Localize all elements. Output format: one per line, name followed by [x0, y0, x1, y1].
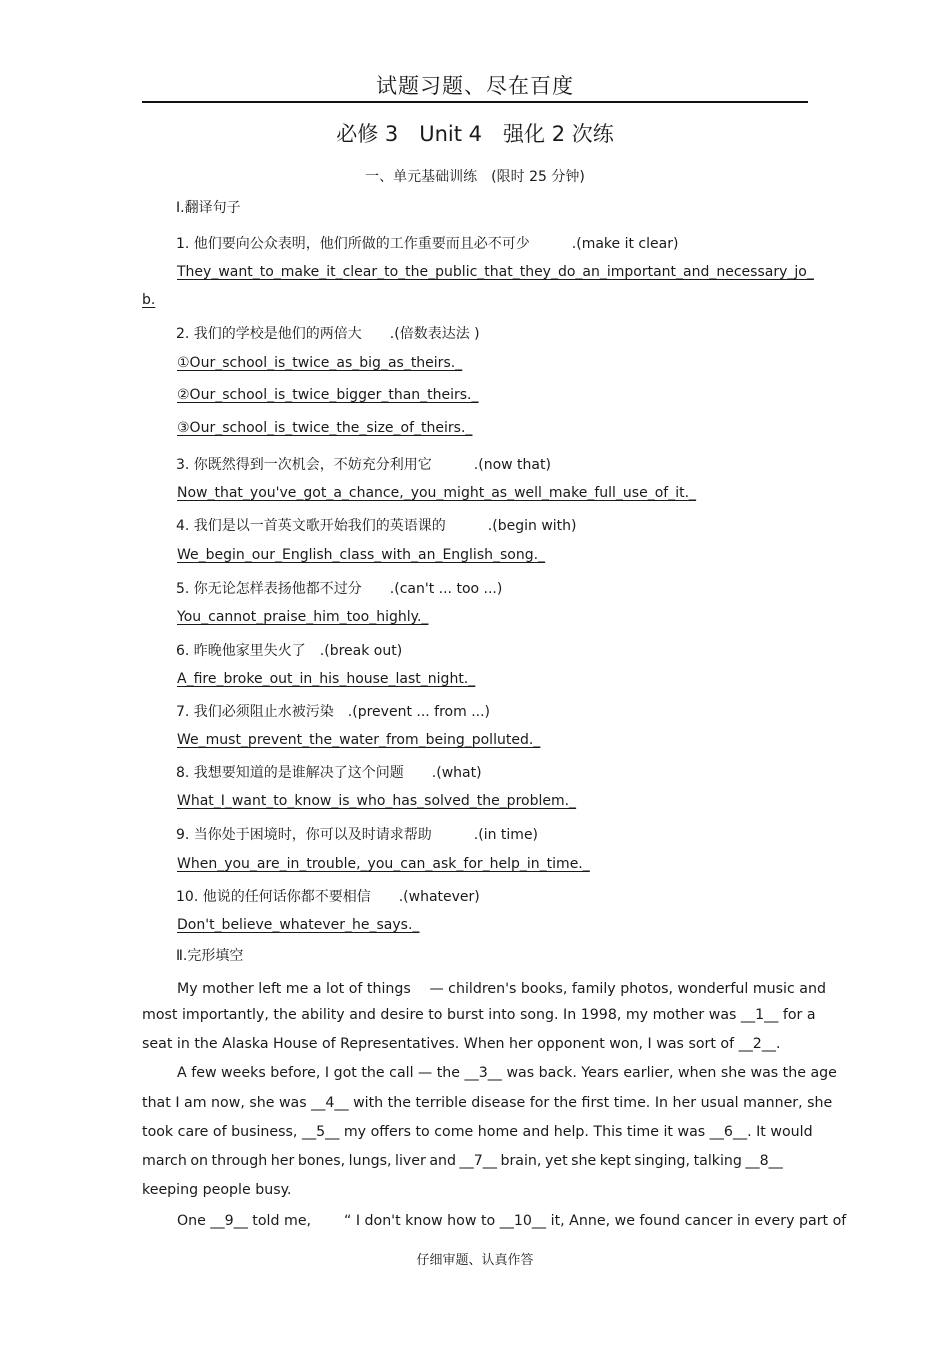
answer-2-option-1: ①Our_school_is_twice_as_big_as_theirs._: [177, 355, 463, 371]
passage-line-3: seat in the Alaska House of Representatives. When her opponent won, I was sort of __2__.: [142, 1036, 781, 1052]
answer-1: They_want_to_make_it_clear_to_the_public_that_they_do_an_important_and_necessary_jo_: [177, 264, 814, 280]
answer-8: What_I_want_to_know_is_who_has_solved_the_problem._: [177, 793, 577, 809]
answer-7: We_must_prevent_the_water_from_being_polluted._: [177, 732, 541, 748]
answer-1-continued: b.: [142, 292, 156, 308]
question-9: 9. 当你处于困境时，你可以及时请求帮助 .(in time): [176, 827, 539, 843]
document-title: 必修 3 Unit 4 强化 2 次练: [336, 122, 614, 146]
answer-6: A_fire_broke_out_in_his_house_last_night._: [177, 671, 476, 687]
page-footer: 仔细审题、认真作答: [416, 1253, 534, 1268]
answer-5: You_cannot_praise_him_too_highly._: [177, 609, 429, 625]
passage-line-9: One __9__ told me, “ I don't know how to __10__ it, Anne, we found cancer in every part of: [177, 1213, 847, 1229]
passage-line-7: march on through her bones, lungs, liver and __7__ brain, yet she kept singing, talking __8__: [142, 1153, 783, 1169]
answer-4: We_begin_our_English_class_with_an_English_song._: [177, 547, 546, 563]
passage-line-6: took care of business, __5__ my offers to come home and help. This time it was __6__. It would: [142, 1124, 813, 1140]
passage-line-1: My mother left me a lot of things — children's books, family photos, wonderful music and: [177, 981, 826, 997]
section-heading-cloze: Ⅱ.完形填空: [176, 948, 244, 964]
answer-3: Now_that_you've_got_a_chance,_you_might_as_well_make_full_use_of_it._: [177, 485, 697, 501]
question-8: 8. 我想要知道的是谁解决了这个问题 .(what): [176, 765, 482, 781]
page-header: 试题习题、尽在百度: [376, 74, 574, 98]
passage-line-2: most importantly, the ability and desire to burst into song. In 1998, my mother was __1__ for a: [142, 1007, 816, 1023]
section-subtitle: 一、单元基础训练 (限时 25 分钟): [365, 169, 585, 185]
question-10: 10. 他说的任何话你都不要相信 .(whatever): [176, 889, 480, 905]
passage-line-4: A few weeks before, I got the call — the __3__ was back. Years earlier, when she was the age: [177, 1065, 837, 1081]
passage-line-8: keeping people busy.: [142, 1182, 292, 1198]
answer-2-option-2: ②Our_school_is_twice_bigger_than_theirs._: [177, 387, 479, 403]
question-6: 6. 昨晚他家里失火了 .(break out): [176, 643, 403, 659]
answer-2-option-3: ③Our_school_is_twice_the_size_of_theirs._: [177, 420, 473, 436]
question-4: 4. 我们是以一首英文歌开始我们的英语课的 .(begin with): [176, 518, 577, 534]
question-7: 7. 我们必须阻止水被污染 .(prevent ... from ...): [176, 704, 491, 720]
question-2: 2. 我们的学校是他们的两倍大 .(倍数表达法 ): [176, 326, 480, 342]
answer-10: Don't_believe_whatever_he_says._: [177, 917, 420, 933]
question-1: 1. 他们要向公众表明，他们所做的工作重要而且必不可少 .(make it clear): [176, 236, 679, 252]
answer-9: When_you_are_in_trouble,_you_can_ask_for_help_in_time._: [177, 856, 590, 872]
section-heading-translation: Ⅰ.翻译句子: [176, 200, 241, 216]
question-3: 3. 你既然得到一次机会，不妨充分利用它 .(now that): [176, 457, 551, 473]
question-5: 5. 你无论怎样表扬他都不过分 .(can't ... too ...): [176, 581, 503, 597]
passage-line-5: that I am now, she was __4__ with the terrible disease for the first time. In her usual manner, she: [142, 1095, 833, 1111]
header-rule: [142, 101, 808, 103]
